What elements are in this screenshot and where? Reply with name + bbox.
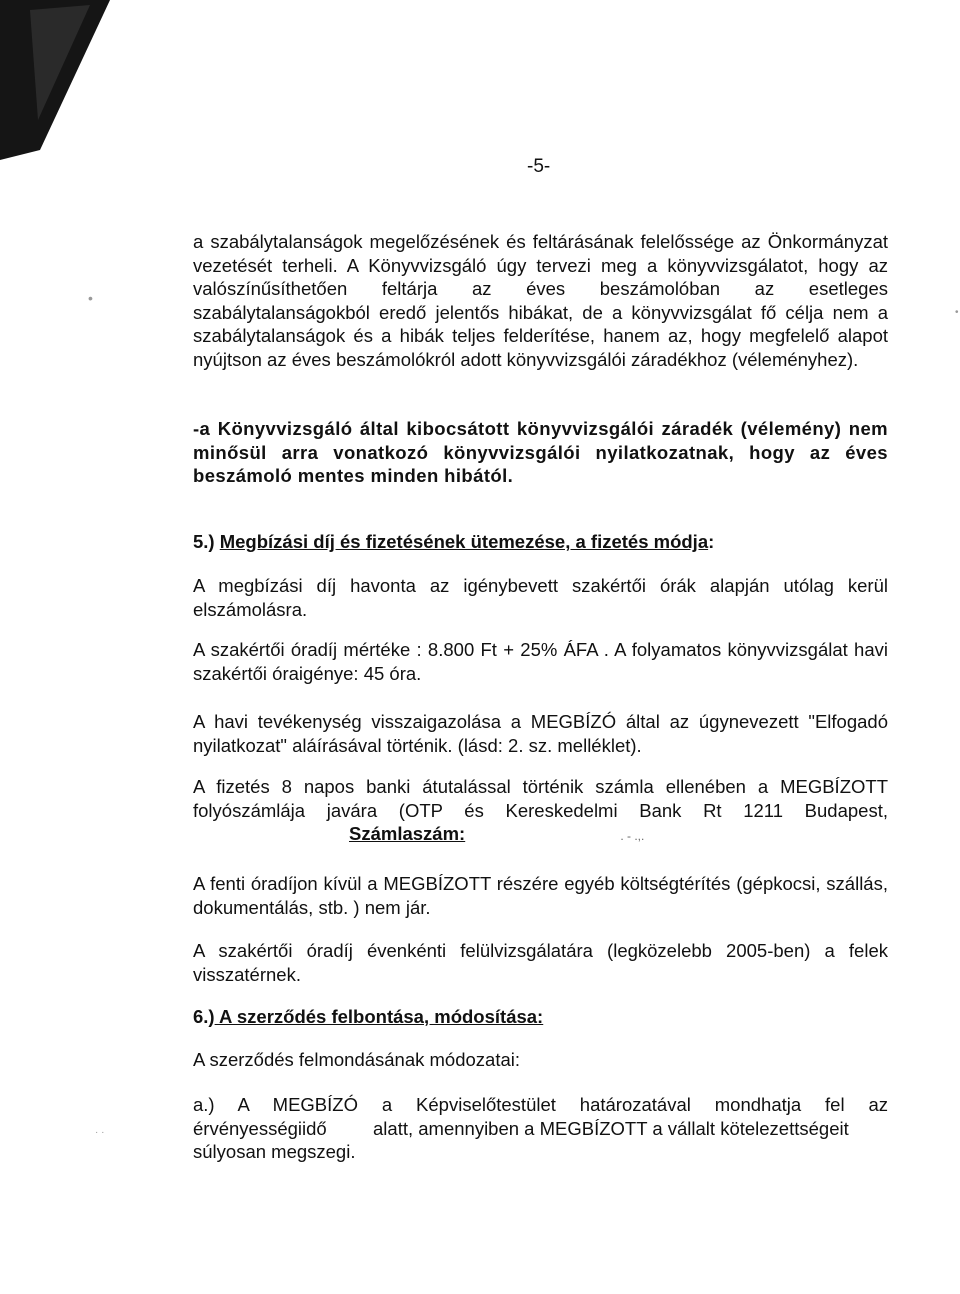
paragraph-other-costs: A fenti óradíjon kívül a MEGBÍZOTT részére egyéb költségtérítés (gépkocsi, szállás, dokumentálás, stb. ) nem jár. (193, 873, 888, 918)
paragraph-fee-review: A szakértői óradíj évenkénti felülvizsgálatára (legközelebb 2005-ben) a felek visszatérnek. (193, 940, 888, 985)
paragraph-audit-opinion: -a Könyvvizsgáló által kibocsátott könyvvizsgálói záradék (vélemény) nem minősül arra vonatkozó könyvvizsgálói nyilatkozatnak, hogy az éves beszámoló mentes minden hibától. (193, 418, 888, 486)
section-5-number: 5.) (193, 531, 215, 552)
section-6-heading (193, 1006, 543, 1028)
section-6-number: 6.) (193, 1006, 215, 1027)
paragraph-irregularities: a szabálytalanságok megelőzésének és feltárásának felelőssége az Önkormányzat vezetését terheli. A Könyvvizsgáló úgy tervezi meg a könyvvizsgálatot, hogy az valószínűsíthetően feltárja az éves beszámolóban az esetleges szabálytalanságokból eredő jelentős hibákat, de a könyvvizsgálat fő célja nem a szabálytalanságok és a hibák teljes felderítése, hanem az, hogy megfelelő alapot nyújtson az éves beszámolókról adott könyvvizsgálói záradékhoz (véleményhez). (193, 231, 888, 370)
margin-dot-left: • (88, 290, 93, 306)
payment-line-1: A fizetés 8 napos banki átutalással történik számla ellenében a MEGBÍZOTT (193, 776, 888, 797)
paragraph-termination-a (193, 1093, 888, 1164)
paragraph-termination-modes: A szerződés felmondásának módozatai: (193, 1049, 521, 1070)
account-number-blank: . - .,. (620, 829, 645, 843)
termination-a-line-1: a.) A MEGBÍZÓ a Képviselőtestület határozatával mondhatja fel az (193, 1094, 888, 1115)
page-number: -5- (527, 156, 551, 177)
section-5-heading (193, 531, 714, 553)
termination-a-line-3: súlyosan megszegi. (193, 1141, 356, 1162)
margin-dot-bottom-left: · · (95, 1127, 105, 1138)
paragraph-payment (193, 775, 888, 849)
paragraph-fee-monthly: A megbízási díj havonta az igénybevett szakértői órák alapján utólag kerül elszámolásra. (193, 575, 888, 620)
section-5-title: Megbízási díj és fizetésének ütemezése, a fizetés módja (219, 531, 709, 552)
account-number-label: Számlaszám: (349, 823, 466, 844)
termination-a-line-2: alatt, amennyiben a MEGBÍZOTT a vállalt kötelezettségeit (373, 1117, 849, 1139)
margin-dot-right: • (955, 307, 959, 318)
corner-stamp-mark (0, 0, 120, 160)
paragraph-hourly-rate: A szakértői óradíj mértéke : 8.800 Ft + 25% ÁFA . A folyamatos könyvvizsgálat havi szakértői óraigénye: 45 óra. (193, 639, 888, 684)
termination-a-validity-word: érvényességiidő (193, 1117, 327, 1139)
payment-line-2: folyószámlája javára (OTP és Kereskedelmi Bank Rt 1211 Budapest, (193, 799, 888, 821)
paragraph-monthly-confirmation: A havi tevékenység visszaigazolása a MEGBÍZÓ által az úgynevezett "Elfogadó nyilatkozat" aláírásával történik. (lásd: 2. sz. melléklet). (193, 711, 888, 756)
section-6-title: A szerződés felbontása, módosítása: (214, 1006, 544, 1027)
section-5-colon: : (708, 531, 715, 552)
